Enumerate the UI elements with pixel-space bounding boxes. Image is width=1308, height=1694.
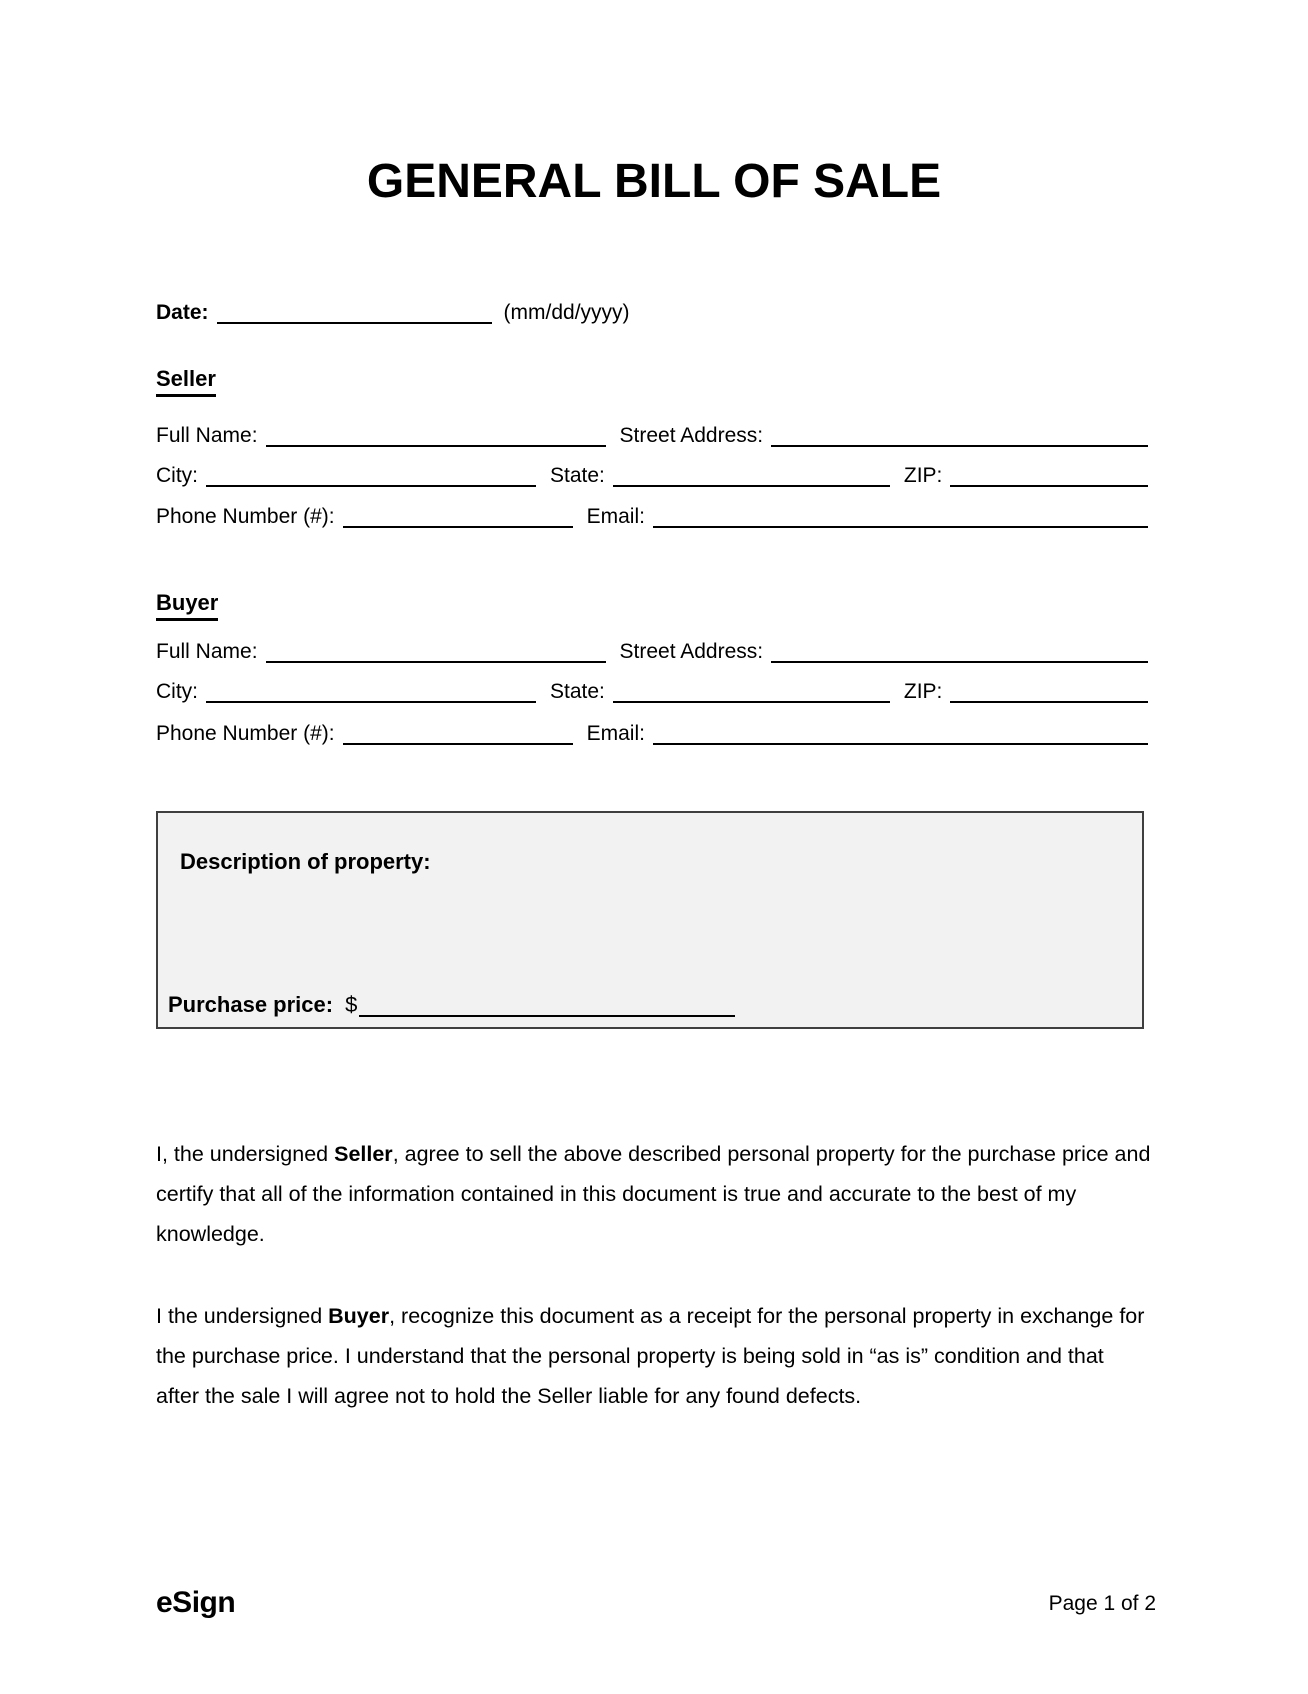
buyer-statement-prefix: I the undersigned — [156, 1303, 329, 1328]
seller-full-name-field[interactable] — [266, 419, 606, 447]
seller-statement-prefix: I, the undersigned — [156, 1141, 335, 1166]
page-title: GENERAL BILL OF SALE — [366, 155, 942, 208]
date-format-hint: (mm/dd/yyyy) — [503, 300, 630, 324]
purchase-price-row — [168, 987, 735, 1017]
zip-label: ZIP: — [903, 463, 943, 487]
seller-statement-rest: , agree to sell the above described personal property for the purchase price and certify that all of the information contained in this document is true and accurate to the best of my knowledge. — [156, 1141, 1151, 1246]
purchase-price-label: Purchase price: — [168, 991, 334, 1017]
buyer-zip-field[interactable] — [950, 675, 1148, 703]
purchase-price-field[interactable] — [359, 989, 735, 1017]
buyer-phone-email-row — [156, 711, 1148, 745]
esign-logo: eSign — [156, 1586, 236, 1619]
city-label: City: — [156, 679, 198, 703]
seller-street-address-field[interactable] — [771, 419, 1148, 447]
date-label: Date: — [156, 300, 209, 324]
state-label: State: — [550, 679, 605, 703]
currency-symbol: $ — [345, 991, 358, 1017]
seller-phone-field[interactable] — [343, 500, 573, 528]
seller-statement-paragraph — [156, 1134, 1151, 1254]
description-label: Description of property: — [180, 849, 431, 874]
buyer-city-state-zip-row — [156, 669, 1148, 703]
seller-name-address-row — [156, 413, 1148, 447]
full-name-label: Full Name: — [156, 423, 258, 447]
seller-email-field[interactable] — [653, 500, 1148, 528]
date-field[interactable] — [217, 296, 492, 324]
seller-state-field[interactable] — [613, 459, 890, 487]
page-indicator: Page 1 of 2 — [1048, 1592, 1156, 1615]
buyer-street-address-field[interactable] — [771, 635, 1148, 663]
full-name-label: Full Name: — [156, 639, 258, 663]
street-address-label: Street Address: — [619, 423, 764, 447]
seller-zip-field[interactable] — [950, 459, 1148, 487]
seller-heading-text: Seller — [156, 366, 216, 397]
description-field[interactable] — [180, 885, 1120, 965]
buyer-full-name-field[interactable] — [266, 635, 606, 663]
email-label: Email: — [586, 721, 645, 745]
buyer-statement-bold-term: Buyer — [328, 1303, 390, 1328]
seller-phone-email-row — [156, 494, 1148, 528]
street-address-label: Street Address: — [619, 639, 764, 663]
seller-statement-bold-term: Seller — [334, 1141, 393, 1166]
zip-label: ZIP: — [903, 679, 943, 703]
buyer-section-heading — [156, 590, 218, 621]
property-description-box — [156, 811, 1144, 1029]
state-label: State: — [550, 463, 605, 487]
buyer-statement-paragraph — [156, 1296, 1151, 1416]
buyer-name-address-row — [156, 629, 1148, 663]
buyer-heading-text: Buyer — [156, 590, 218, 621]
date-row — [156, 290, 1148, 324]
buyer-state-field[interactable] — [613, 675, 890, 703]
phone-label: Phone Number (#): — [156, 504, 335, 528]
seller-section-heading — [156, 366, 216, 397]
buyer-email-field[interactable] — [653, 717, 1148, 745]
phone-label: Phone Number (#): — [156, 721, 335, 745]
seller-city-state-zip-row — [156, 453, 1148, 487]
buyer-statement-rest: , recognize this document as a receipt for the personal property in exchange for the purchase price. I understand that the personal property is being sold in “as is” condition and that after the sale I will agree not to hold the Seller liable for any found defects. — [156, 1303, 1145, 1408]
buyer-city-field[interactable] — [206, 675, 536, 703]
email-label: Email: — [586, 504, 645, 528]
seller-city-field[interactable] — [206, 459, 536, 487]
city-label: City: — [156, 463, 198, 487]
buyer-phone-field[interactable] — [343, 717, 573, 745]
